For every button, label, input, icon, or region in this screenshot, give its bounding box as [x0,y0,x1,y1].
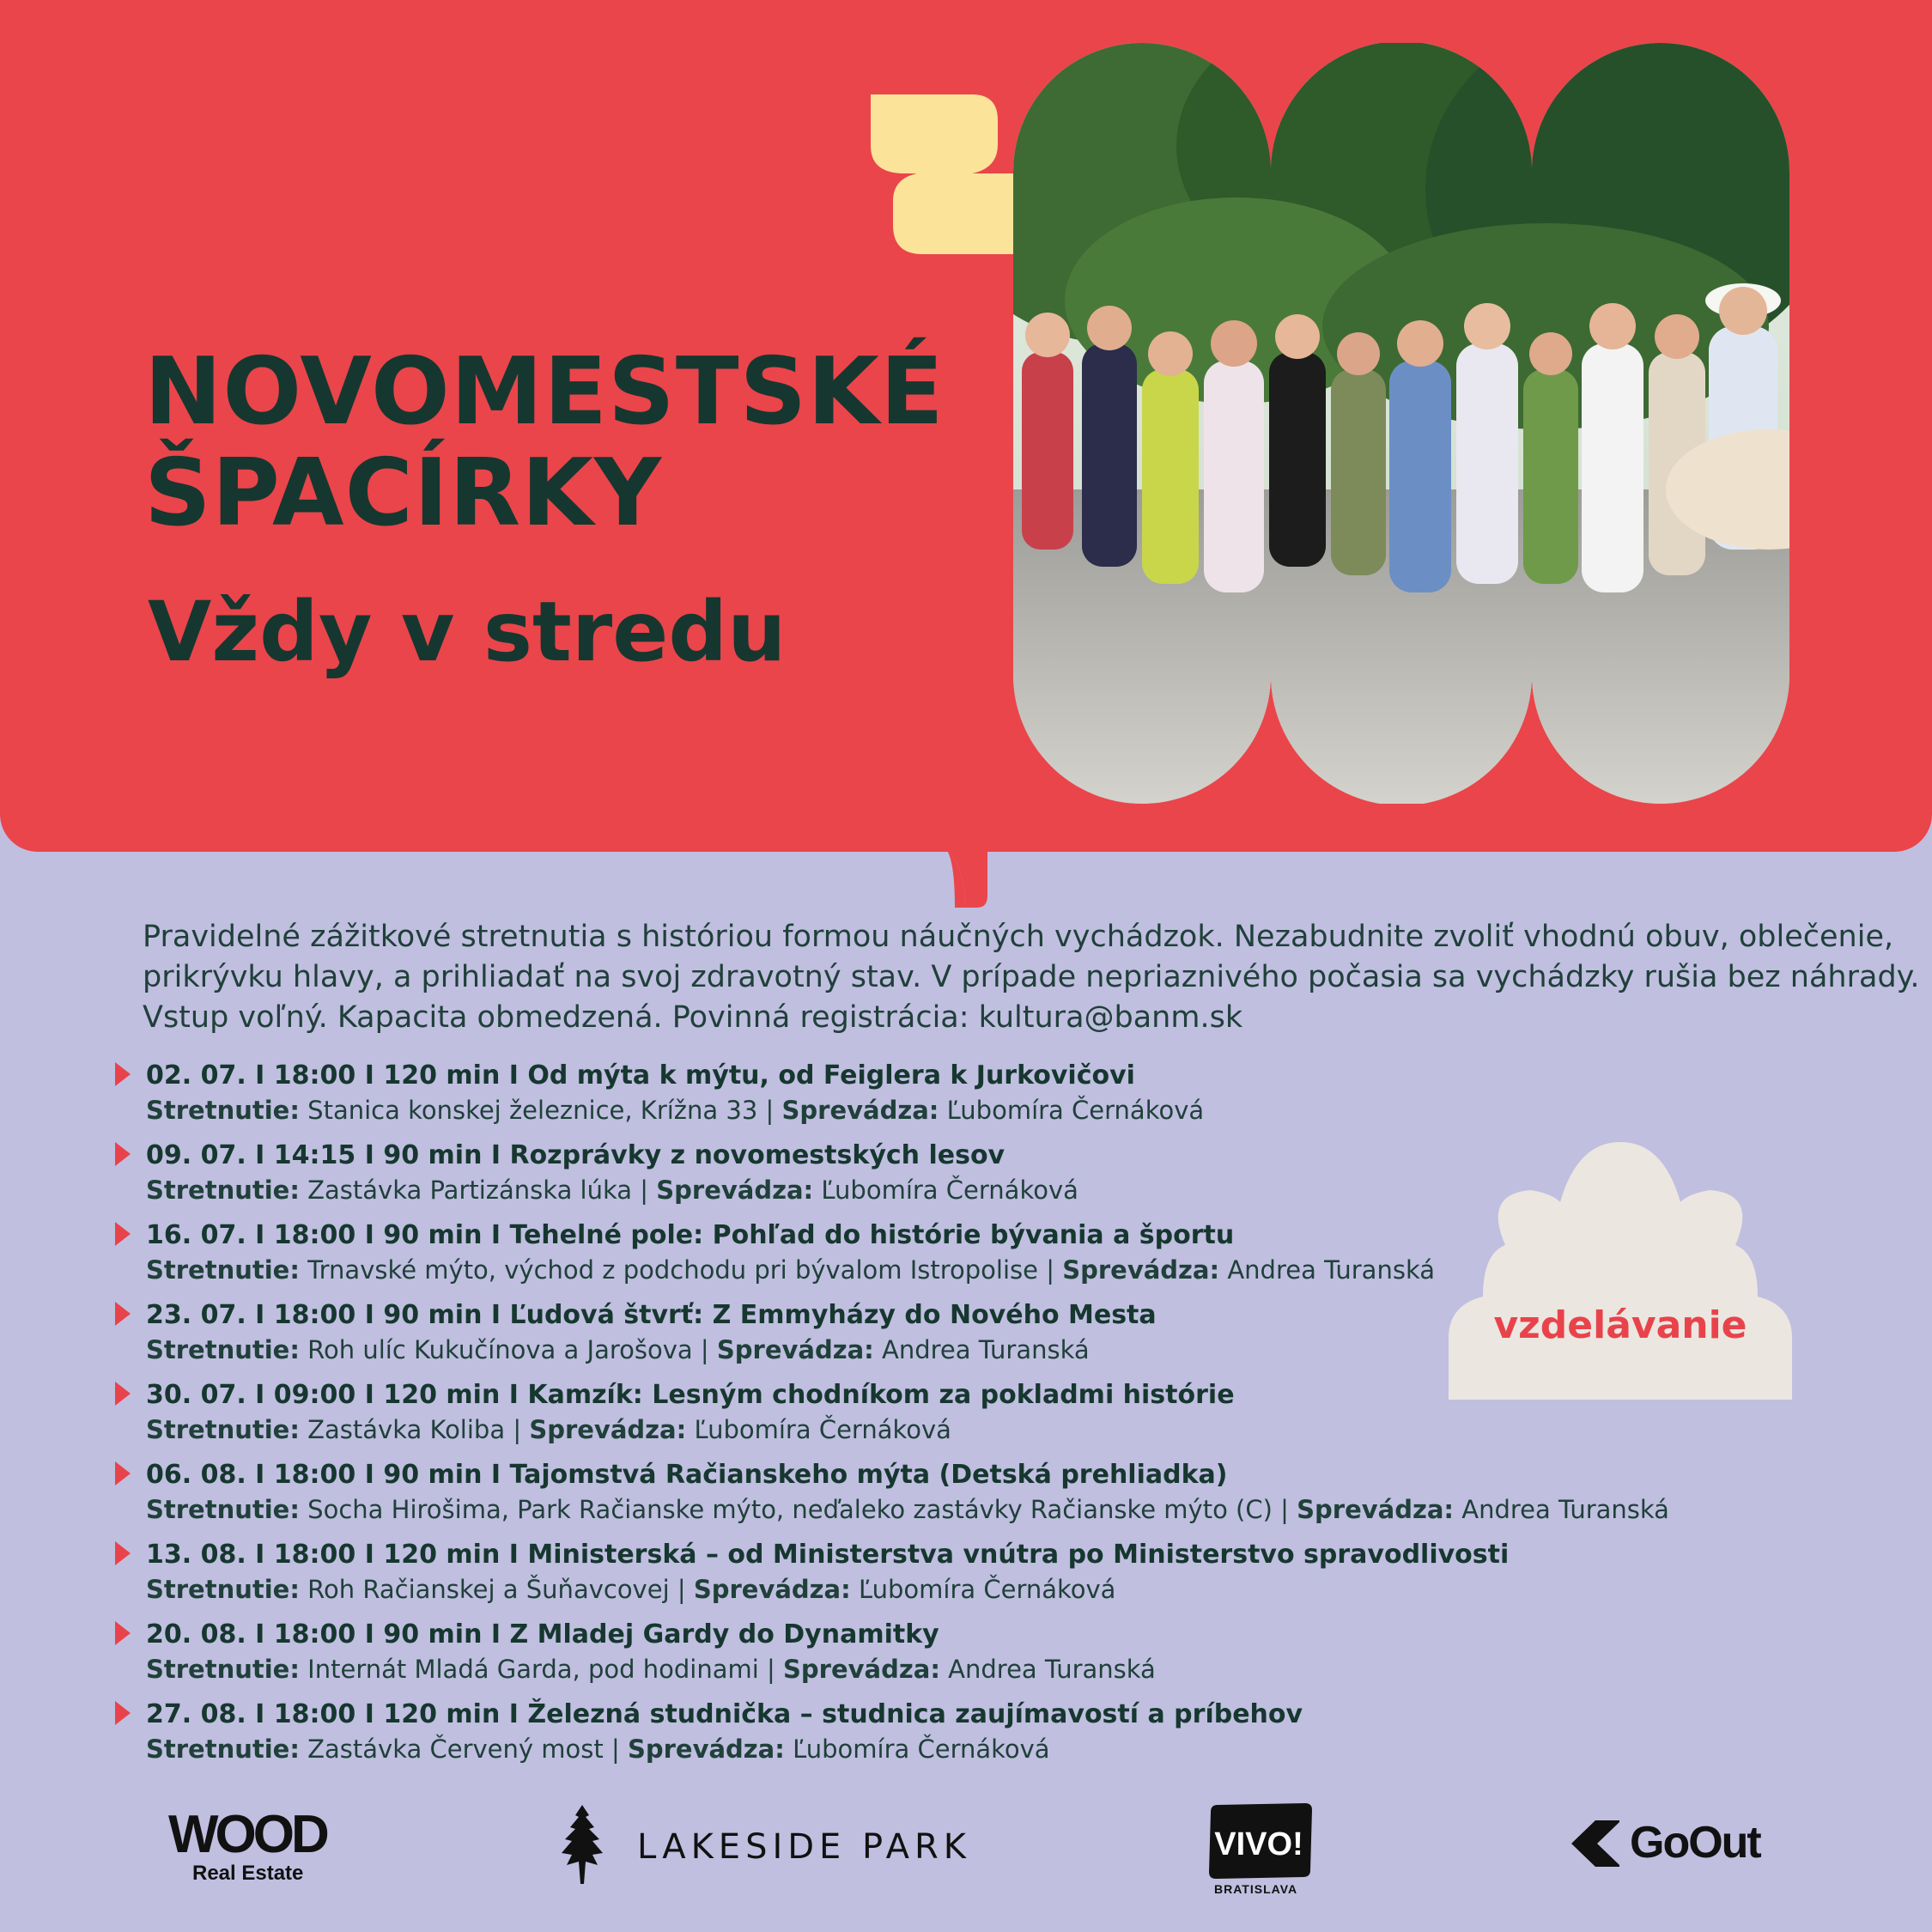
event-details [146,1572,1669,1607]
guide-label: Sprevádza: [781,1096,939,1125]
guide-label: Sprevádza: [1062,1255,1220,1285]
event-meeting: Roh Račianskej a Šuňavcovej | [307,1575,686,1604]
group-tour-photo [1013,43,1789,804]
vivo-logo-subtitle: BRATISLAVA [1214,1882,1298,1896]
guide-label: Sprevádza: [783,1655,940,1684]
event-title: 30. 07. I 09:00 I 120 min I Kamzík: Lesným chodníkom za pokladmi histórie [146,1380,1235,1410]
event-details [146,1093,1669,1127]
meeting-label: Stretnutie: [146,1735,300,1764]
event-item [115,1458,1669,1538]
bullet-triangle-icon [115,1302,131,1326]
event-guide: Ľubomíra Černáková [694,1415,951,1444]
description [143,917,1920,1038]
meeting-label: Stretnutie: [146,1415,300,1444]
wood-logo-subtitle: Real Estate [192,1862,304,1885]
page-title [144,338,945,547]
event-item [115,1618,1669,1698]
guide-label: Sprevádza: [656,1176,814,1205]
description-line-3: Vstup voľný. Kapacita obmedzená. Povinná registrácia: kultura@banm.sk [143,1000,1243,1035]
event-guide: Andrea Turanská [948,1655,1156,1684]
meeting-label: Stretnutie: [146,1575,300,1604]
event-title: 23. 07. I 18:00 I 90 min I Ľudová štvrť: Z Emmyházy do Nového Mesta [146,1300,1157,1330]
event-meeting: Trnavské mýto, východ z podchodu pri bývalom Istropolise | [307,1255,1054,1285]
title-line-1: NOVOMESTSKÉ [144,338,945,446]
bullet-triangle-icon [115,1701,131,1725]
meeting-label: Stretnutie: [146,1495,300,1524]
description-line-2: prikrývku hlavy, a prihliadať na svoj zdravotný stav. V prípade nepriaznivého počasia sa vychádzky rušia bez náhrady. [143,960,1920,994]
bullet-triangle-icon [115,1382,131,1406]
leaf-icon [560,1805,605,1884]
guide-label: Sprevádza: [1297,1495,1455,1524]
meeting-label: Stretnutie: [146,1096,300,1125]
category-badge-shape [1449,1142,1792,1400]
event-guide: Ľubomíra Černáková [946,1096,1205,1125]
event-title: 27. 08. I 18:00 I 120 min I Železná studnička – studnica zaujímavostí a príbehov [146,1699,1303,1729]
event-guide: Ľubomíra Černáková [858,1575,1116,1604]
event-meeting: Zastávka Partizánska lúka | [307,1176,649,1205]
event-title: 20. 08. I 18:00 I 90 min I Z Mladej Gardy do Dynamitky [146,1619,939,1649]
goout-logo: GoOut [1630,1818,1760,1868]
event-meeting: Socha Hirošima, Park Račianske mýto, neďaleko zastávky Račianske mýto (C) | [307,1495,1289,1524]
title-line-2: ŠPACÍRKY [144,440,663,547]
event-meeting: Zastávka Koliba | [307,1415,522,1444]
lakeside-park-logo: LAKESIDE PARK [637,1827,971,1867]
bullet-triangle-icon [115,1062,131,1086]
event-details [146,1652,1669,1686]
event-title: 02. 07. I 18:00 I 120 min I Od mýta k mýtu, od Feiglera k Jurkovičovi [146,1060,1135,1091]
meeting-label: Stretnutie: [146,1655,300,1684]
event-item [115,1378,1669,1458]
event-guide: Ľubomíra Černáková [793,1735,1050,1764]
guide-label: Sprevádza: [627,1735,785,1764]
event-list [115,1059,1669,1777]
event-item [115,1139,1669,1218]
event-item [115,1538,1669,1618]
event-guide: Andrea Turanská [882,1335,1090,1364]
event-meeting: Stanica konskej železnice, Krížna 33 | [307,1096,775,1125]
goout-arrow-icon [1571,1820,1619,1867]
meeting-label: Stretnutie: [146,1335,300,1364]
event-item [115,1059,1669,1139]
event-details [146,1492,1669,1527]
event-guide: Andrea Turanská [1461,1495,1669,1524]
bullet-triangle-icon [115,1461,131,1485]
bullet-triangle-icon [115,1541,131,1565]
meeting-label: Stretnutie: [146,1255,300,1285]
category-badge: vzdelávanie [1493,1303,1747,1347]
event-meeting: Zastávka Červený most | [307,1735,620,1764]
event-title: 13. 08. I 18:00 I 120 min I Ministerská – od Ministerstva vnútra po Ministerstvo spravodlivosti [146,1540,1510,1570]
vivo-logo-badge [1206,1803,1314,1880]
guide-label: Sprevádza: [716,1335,874,1364]
event-guide: Andrea Turanská [1227,1255,1435,1285]
guide-label: Sprevádza: [529,1415,687,1444]
wood-logo: WOOD [168,1805,326,1864]
event-details [146,1173,1669,1207]
event-details [146,1413,1669,1447]
event-title: 09. 07. I 14:15 I 90 min I Rozprávky z novomestských lesov [146,1140,1005,1170]
event-details [146,1333,1669,1367]
event-item [115,1298,1669,1378]
event-meeting: Internát Mladá Garda, pod hodinami | [307,1655,775,1684]
event-meeting: Roh ulíc Kukučínova a Jarošova | [307,1335,709,1364]
bullet-triangle-icon [115,1142,131,1166]
bullet-triangle-icon [115,1222,131,1246]
speech-pointer [943,846,987,908]
vivo-logo: VIVO! [1214,1826,1303,1862]
event-item [115,1698,1669,1777]
event-guide: Ľubomíra Černáková [821,1176,1078,1205]
description-line-1: Pravidelné zážitkové stretnutia s históriou formou náučných vychádzok. Nezabudnite zvoliť vhodnú obuv, oblečenie, [143,920,1894,954]
event-item [115,1218,1669,1298]
event-title: 16. 07. I 18:00 I 90 min I Tehelné pole: Pohľad do histórie bývania a športu [146,1220,1235,1250]
event-details [146,1253,1669,1287]
page-subtitle: Vždy v stredu [148,584,787,680]
event-details [146,1732,1669,1766]
event-title: 06. 08. I 18:00 I 90 min I Tajomstvá Račianskeho mýta (Detská prehliadka) [146,1460,1228,1490]
meeting-label: Stretnutie: [146,1176,300,1205]
guide-label: Sprevádza: [693,1575,851,1604]
bullet-triangle-icon [115,1621,131,1645]
